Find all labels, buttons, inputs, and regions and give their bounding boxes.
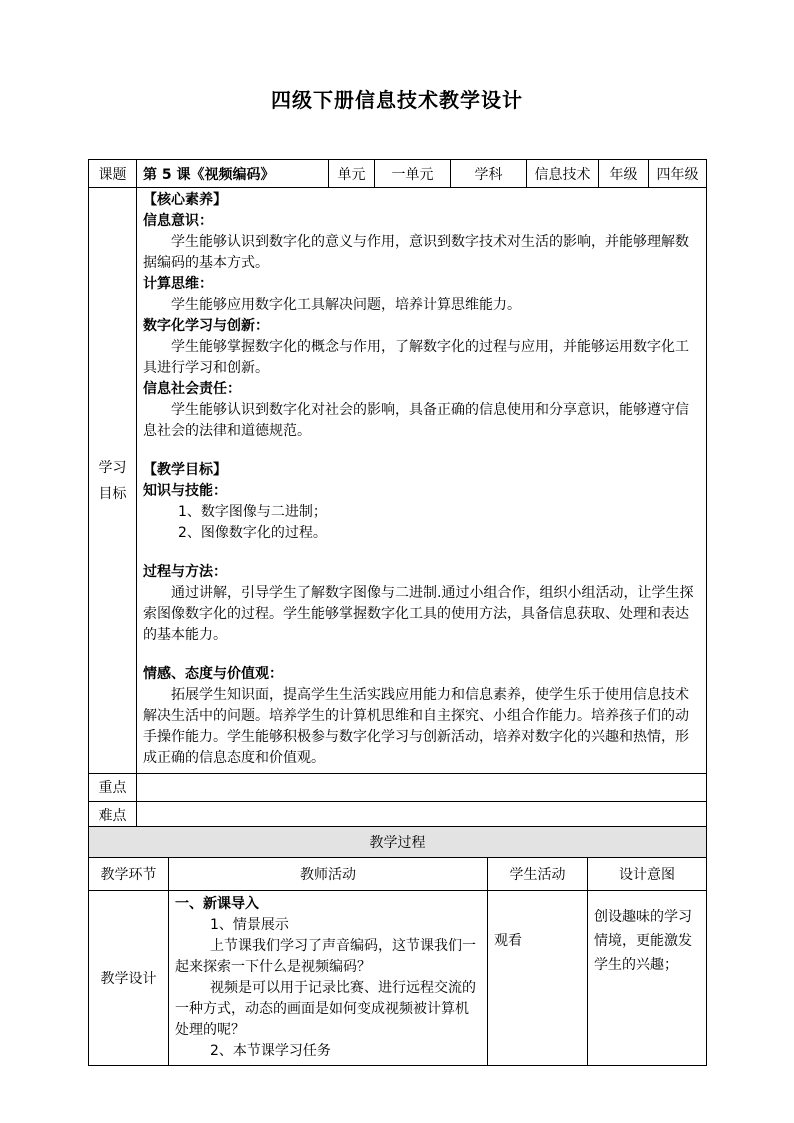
spacer xyxy=(143,442,700,460)
objectives-label xyxy=(89,188,137,774)
col-teacher-header: 教师活动 xyxy=(169,858,488,891)
process-text: 通过讲解，引导学生了解数字图像与二进制.通过小组合作，组织小组活动，让学生探索图像数字化的过程。学生能够掌握数字化工具的使用方法，具备信息获取、处理和表达的基本能力。 xyxy=(143,585,694,643)
xue-ke-label: 学科 xyxy=(451,160,527,188)
key-point-row xyxy=(89,774,707,802)
dan-yuan-label: 单元 xyxy=(329,160,375,188)
teacher-paragraph-1: 上节课我们学习了声音编码，这节课我们一起来探索一下什么是视频编码？ xyxy=(175,938,476,975)
new-lesson-heading: 一、新课导入 xyxy=(175,896,259,912)
teacher-paragraph-2: 视频是可以用于记录比赛、进行远程交流的一种方式，动态的画面是如何变成视频被计算机处理的呢？ xyxy=(175,980,476,1038)
teacher-activity-cell xyxy=(169,891,488,1066)
compute-title: 计算思维： xyxy=(143,276,213,292)
spacer xyxy=(143,544,700,562)
col-student-header: 学生活动 xyxy=(488,858,588,891)
document-title: 四级下册信息技术教学设计 xyxy=(271,88,523,112)
emotion-text: 拓展学生知识面，提高学生生活实践应用能力和信息素养，使学生乐于使用信息技术解决生活中的问题。培养学生的计算机思维和自主探究、小组合作能力。培养孩子们的动手操作能力。学生能够积极参与数字化学习与创新活动，培养对数字化的兴趣和热情，形成正确的信息态度和价值观。 xyxy=(143,687,689,766)
digital-text: 学生能够掌握数字化的概念与作用，了解数字化的过程与应用，并能够运用数字化工具进行学习和创新。 xyxy=(143,339,689,376)
ke-ti-value: 第 5 课《视频编码》 xyxy=(137,160,329,188)
social-text: 学生能够认识到数字化对社会的影响，具备正确的信息使用和分享意识，能够遵守信息社会的法律和道德规范。 xyxy=(143,402,689,439)
dan-yuan-value: 一单元 xyxy=(375,160,451,188)
design-intent-cell: 创设趣味的学习情境，更能激发学生的兴趣； xyxy=(588,891,707,1066)
student-activity-cell: 观看 xyxy=(488,891,588,1066)
objectives-row xyxy=(89,188,707,774)
key-point-label: 重点 xyxy=(89,774,137,802)
core-heading: 【核心素养】 xyxy=(143,192,227,208)
process-header-row xyxy=(89,858,707,891)
knowledge-item-2: 2、图像数字化的过程。 xyxy=(178,525,327,541)
objectives-label-line2: 目标 xyxy=(98,485,127,502)
objectives-label-line1: 学习 xyxy=(98,459,127,476)
teach-heading: 【教学目标】 xyxy=(143,462,227,478)
objectives-content xyxy=(137,188,707,774)
process-band-title: 教学过程 xyxy=(89,827,707,858)
emotion-title: 情感、态度与价值观： xyxy=(143,666,283,682)
key-point-content xyxy=(137,774,707,802)
compute-text: 学生能够应用数字化工具解决问题，培养计算思维能力。 xyxy=(171,297,521,313)
info-aware-title: 信息意识： xyxy=(143,213,213,229)
header-row xyxy=(89,160,707,188)
social-title: 信息社会责任： xyxy=(143,381,241,397)
nian-ji-value: 四年级 xyxy=(649,160,707,188)
teacher-item-1: 1、情景展示 xyxy=(210,917,289,933)
teacher-item-2: 2、本节课学习任务 xyxy=(210,1043,331,1059)
nian-ji-label: 年级 xyxy=(599,160,649,188)
process-title: 过程与方法： xyxy=(143,564,227,580)
digital-title: 数字化学习与创新： xyxy=(143,318,269,334)
process-body-row xyxy=(89,891,707,1066)
col-stage-header: 教学环节 xyxy=(89,858,169,891)
spacer xyxy=(143,646,700,664)
knowledge-item-1: 1、数字图像与二进制； xyxy=(178,504,327,520)
xue-ke-value: 信息技术 xyxy=(527,160,599,188)
lesson-info-table xyxy=(88,159,707,830)
col-intent-header: 设计意图 xyxy=(588,858,707,891)
process-band-row xyxy=(89,827,707,858)
ke-ti-label: 课题 xyxy=(89,160,137,188)
teaching-process-table xyxy=(88,826,707,1066)
info-aware-text: 学生能够认识到数字化的意义与作用，意识到数字技术对生活的影响，并能够理解数据编码的基本方式。 xyxy=(143,234,689,271)
knowledge-title: 知识与技能： xyxy=(143,483,227,499)
stage-cell: 教学设计 xyxy=(89,891,169,1066)
difficulty-label: 难点 xyxy=(89,802,137,830)
